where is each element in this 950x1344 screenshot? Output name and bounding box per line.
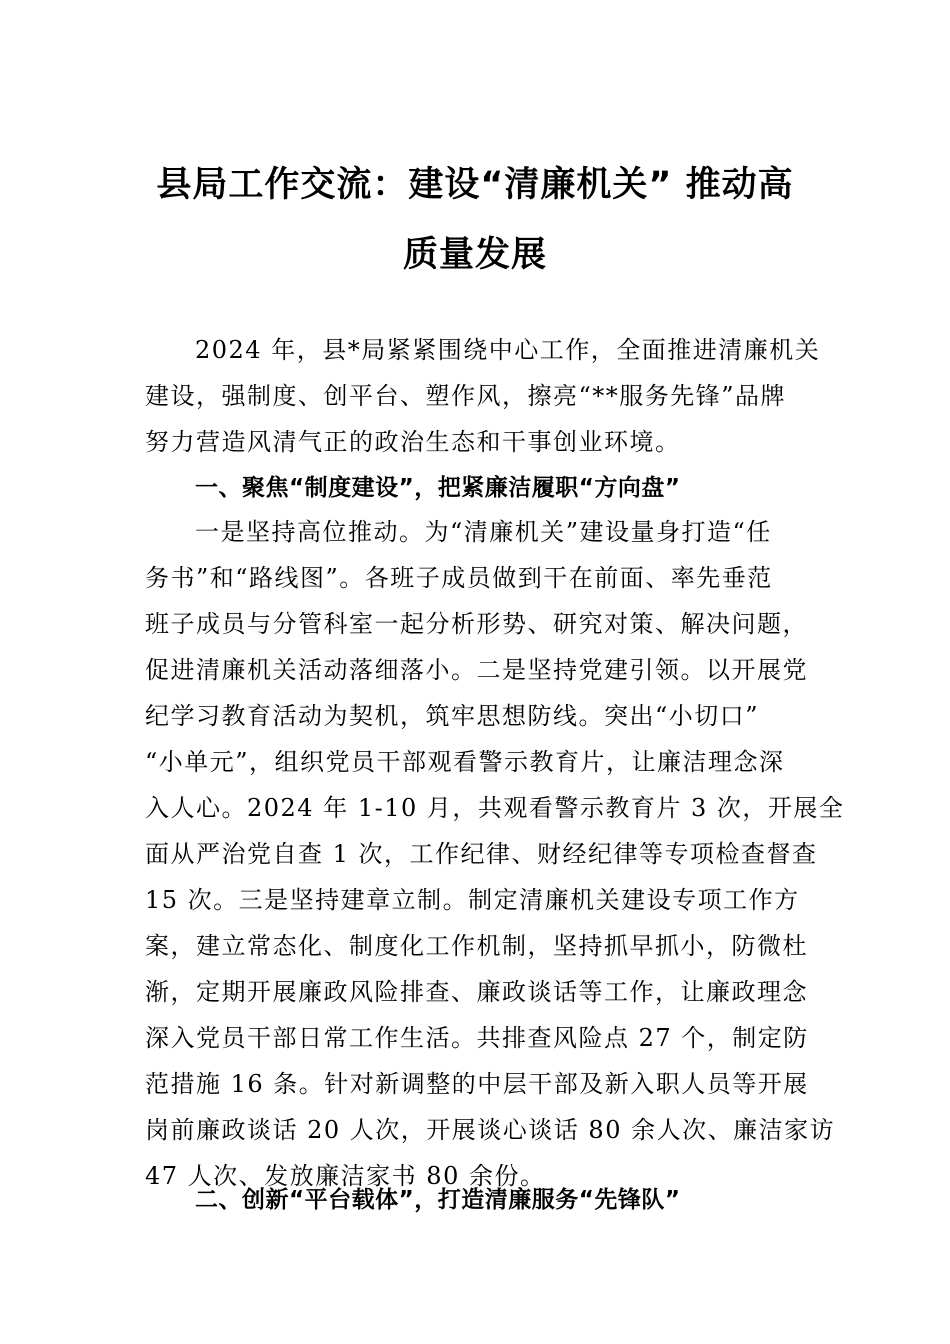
paragraph-line: 渐，定期开展廉政风险排查、廉政谈话等工作，让廉政理念 bbox=[145, 978, 808, 1006]
paragraph-line: 47 人次、发放廉洁家书 80 余份。 bbox=[145, 1162, 546, 1190]
paragraph-line: 面从严治党自查 1 次，工作纪律、财经纪律等专项检查督查 bbox=[145, 840, 818, 868]
paragraph-line: 15 次。三是坚持建章立制。制定清廉机关建设专项工作方 bbox=[145, 886, 800, 914]
title-line: 县局工作交流：建设“清廉机关” 推动高 bbox=[156, 165, 794, 205]
paragraph-line: “小单元”，组织党员干部观看警示教育片，让廉洁理念深 bbox=[145, 748, 785, 776]
paragraph-line: 务书”和“路线图”。各班子成员做到干在前面、率先垂范 bbox=[145, 564, 773, 592]
section-1-heading-block bbox=[145, 465, 810, 511]
paragraph-line: 班子成员与分管科室一起分析形势、研究对策、解决问题， bbox=[145, 610, 808, 638]
paragraph-line: 深入党员干部日常工作生活。共排查风险点 27 个，制定防 bbox=[145, 1024, 809, 1052]
section-1-heading: 一、聚焦“制度建设”，把紧廉洁履职“方向盘” bbox=[195, 475, 681, 501]
section-2-heading: 二、创新“平台载体”，打造清廉服务“先锋队” bbox=[195, 1187, 681, 1213]
paragraph-line: 努力营造风清气正的政治生态和干事创业环境。 bbox=[145, 428, 681, 456]
section-1-paragraph bbox=[145, 509, 845, 1199]
paragraph-line: 促进清廉机关活动落细落小。二是坚持党建引领。以开展党 bbox=[145, 656, 808, 684]
paragraph-line: 入人心。2024 年 1-10 月，共观看警示教育片 3 次，开展全 bbox=[145, 794, 845, 822]
paragraph-line: 范措施 16 条。针对新调整的中层干部及新入职人员等开展 bbox=[145, 1070, 809, 1098]
document-title bbox=[140, 150, 810, 290]
title-line: 质量发展 bbox=[402, 235, 547, 275]
intro-paragraph bbox=[145, 327, 821, 465]
paragraph-line: 2024 年，县*局紧紧围绕中心工作，全面推进清廉机关 bbox=[195, 336, 821, 364]
paragraph-line: 建设，强制度、创平台、塑作风，擦亮“**服务先锋”品牌 bbox=[145, 382, 787, 410]
paragraph-line: 岗前廉政谈话 20 人次，开展谈心谈话 80 余人次、廉洁家访 bbox=[145, 1116, 836, 1144]
paragraph-line: 纪学习教育活动为契机，筑牢思想防线。突出“小切口” bbox=[145, 702, 760, 730]
paragraph-line: 一是坚持高位推动。为“清廉机关”建设量身打造“任 bbox=[195, 518, 772, 546]
paragraph-line: 案，建立常态化、制度化工作机制，坚持抓早抓小，防微杜 bbox=[145, 932, 808, 960]
section-2-heading-block bbox=[145, 1177, 810, 1223]
